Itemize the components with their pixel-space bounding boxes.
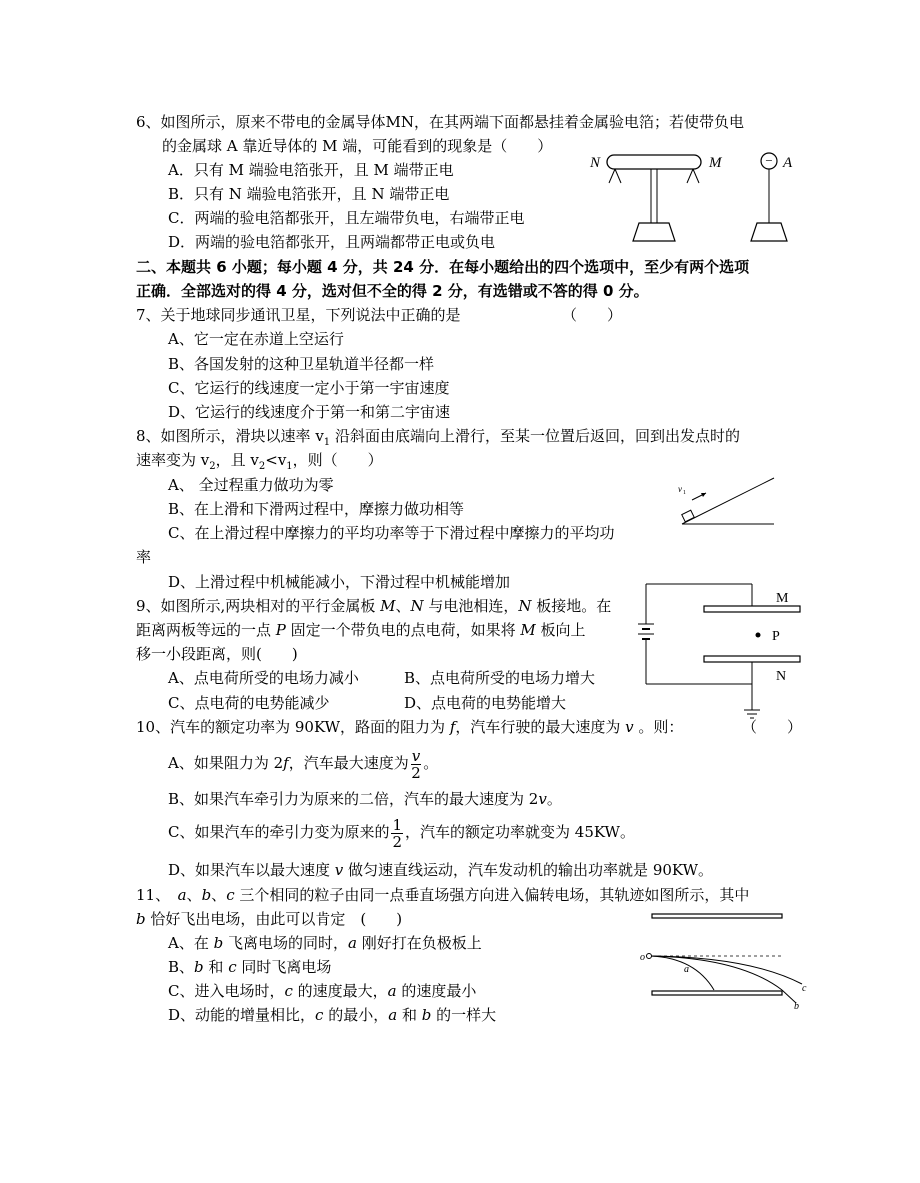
q7-option-c: C、它运行的线速度一定小于第一宇宙速度 — [168, 379, 450, 397]
q9-label-p: P — [772, 629, 780, 644]
q11-label-a: a — [684, 964, 689, 975]
q6-conductor-mn — [607, 155, 701, 169]
q7-option-d: D、它运行的线速度介于第一和第二宇宙速 — [168, 403, 451, 421]
q6-option-c: C．两端的验电箔都张开，且左端带负电，右端带正电 — [168, 209, 525, 227]
q6-minus-sign: − — [765, 153, 773, 168]
q10-option-d: D、如果汽车以最大速度 v 做匀速直线运动，汽车发动机的输出功率就是 90KW。 — [168, 861, 713, 879]
q10-option-a: A、如果阻力为 2f，汽车最大速度为 $\frac{v}{2}$ 。 — [168, 746, 439, 782]
q6-foil-m-left — [687, 169, 693, 183]
q11-top-plate — [652, 914, 782, 918]
q11-stem-line1: 11、 a、b、c 三个相同的粒子由同一点垂直场强方向进入偏转电场，其轨迹如图所示，其中 — [136, 886, 750, 904]
q9-option-d: D、点电荷的电势能增大 — [404, 694, 567, 712]
q6-label-a: A — [783, 155, 793, 171]
q9-option-a: A、点电荷所受的电场力减小 — [168, 669, 359, 687]
q9-point-charge — [756, 633, 761, 638]
q11-trajectory-c — [651, 956, 802, 984]
q8-option-b: B、在上滑和下滑两过程中，摩擦力做功相等 — [168, 500, 465, 518]
q6-label-n: N — [590, 155, 601, 171]
q8-label-v: v — [678, 484, 682, 494]
q9-plate-n — [704, 656, 800, 662]
q8-stem-line1: 8、如图所示，滑块以速率 $v_1$ 沿斜面由底端向上滑行，至某一位置后返回，回到出发点时的 — [136, 427, 740, 448]
q7-stem: 7、关于地球同步通讯卫星，下列说法中正确的是 — [136, 306, 461, 324]
q6-stem-line1: 6、如图所示，原来不带电的金属导体MN，在其两端下面都悬挂着金属验电箔；若使带负电 — [136, 113, 745, 131]
q11-label-o: o — [640, 952, 645, 963]
q8-incline-surface — [682, 478, 774, 524]
q6-foil-m-right — [693, 169, 699, 183]
q6-option-d: D．两端的验电箔都张开，且两端都带正电或负电 — [168, 233, 496, 251]
q8-slider-block — [682, 510, 694, 522]
q9-label-n: N — [776, 669, 787, 684]
q8-option-c-line2: 率 — [136, 548, 152, 566]
q11-trajectory-a — [651, 956, 714, 990]
q7-option-b: B、各国发射的这种卫星轨道半径都一样 — [168, 355, 435, 373]
q6-stem-line2: 的金属球 A 靠近导体的 M 端，可能看到的现象是（ ） — [162, 137, 553, 155]
q9-option-c: C、点电荷的电势能减少 — [168, 694, 330, 712]
q8-option-a: A、 全过程重力做功为零 — [168, 476, 334, 494]
q9-stem-line2: 距离两板等远的一点 P 固定一个带负电的点电荷，如果将 M 板向上 — [136, 621, 586, 639]
q8-label-v-sub: 1 — [683, 490, 686, 496]
q11-option-a: A、在 b 飞离电场的同时，a 刚好打在负极板上 — [168, 934, 482, 952]
q11-label-b: b — [794, 1001, 799, 1012]
q11-option-b: B、b 和 c 同时飞离电场 — [168, 958, 332, 976]
q9-stem-line1: 9、如图所示,两块相对的平行金属板 M、N 与电池相连，N 板接地。在 — [136, 597, 612, 615]
q9-option-b: B、点电荷所受的电场力增大 — [404, 669, 596, 687]
q9-capacitor-figure — [640, 582, 800, 722]
q11-trajectory-b — [651, 956, 782, 990]
q10-option-c: C、如果汽车的牵引力变为原来的 $\frac{1}{2}$ ，汽车的额定功率就变为 45KW。 — [168, 815, 635, 851]
q10-option-c-fraction: $\frac{1}{2}$ — [392, 815, 403, 851]
q11-bottom-plate — [652, 991, 782, 995]
q9-label-m: M — [776, 591, 789, 606]
q7-option-a: A、它一定在赤道上空运行 — [168, 330, 344, 348]
q9-stem-line3: 移一小段距离，则( ) — [136, 645, 298, 663]
q8-stem-line2: 速率变为 $v_2$，且 $v_2<v_1$，则（ ） — [136, 451, 383, 472]
q6-foil-n-right — [615, 169, 621, 183]
q6-option-b: B．只有 N 端验电箔张开，且 N 端带正电 — [168, 185, 450, 203]
q11-option-c: C、进入电场时，c 的速度最大，a 的速度最小 — [168, 982, 477, 1000]
q6-electroscope-figure — [585, 145, 815, 245]
q10-stem: 10、汽车的额定功率为 90KW，路面的阻力为 f，汽车行驶的最大速度为 v 。则： — [136, 718, 684, 736]
q8-option-c-line1: C、在上滑过程中摩擦力的平均功率等于下滑过程中摩擦力的平均功 — [168, 524, 615, 542]
q6-foil-n-left — [609, 169, 615, 183]
q11-stem-line2: b 恰好飞出电场，由此可以肯定 ( ) — [136, 910, 403, 928]
q11-deflection-figure — [640, 908, 815, 1013]
q6-option-a: A．只有 M 端验电箔张开，且 M 端带正电 — [168, 161, 454, 179]
q6-stand-base — [633, 223, 675, 241]
q7-answer-paren: （ ） — [562, 306, 623, 324]
q8-incline-figure — [672, 476, 780, 532]
q10-answer-paren: （ ） — [742, 718, 803, 736]
q6-label-m: M — [709, 155, 722, 171]
section2-heading-line2: 正确．全部选对的得 4 分，选对但不全的得 2 分，有选错或不答的得 0 分。 — [136, 282, 649, 300]
q11-entry-point — [647, 954, 652, 959]
q6-ball-base — [751, 223, 787, 241]
q10-option-a-fraction: $\frac{v}{2}$ — [411, 746, 421, 782]
q9-plate-m — [704, 606, 800, 612]
q10-option-b: B、如果汽车牵引力为原来的二倍，汽车的最大速度为 2v。 — [168, 790, 562, 808]
q11-option-d: D、动能的增量相比，c 的最小，a 和 b 的一样大 — [168, 1006, 497, 1024]
q8-option-d: D、上滑过程中机械能减小，下滑过程中机械能增加 — [168, 573, 511, 591]
section2-heading-line1: 二、本题共 6 小题；每小题 4 分，共 24 分．在每小题给出的四个选项中，至少有两个选项 — [136, 258, 750, 276]
q11-label-c: c — [802, 983, 807, 994]
